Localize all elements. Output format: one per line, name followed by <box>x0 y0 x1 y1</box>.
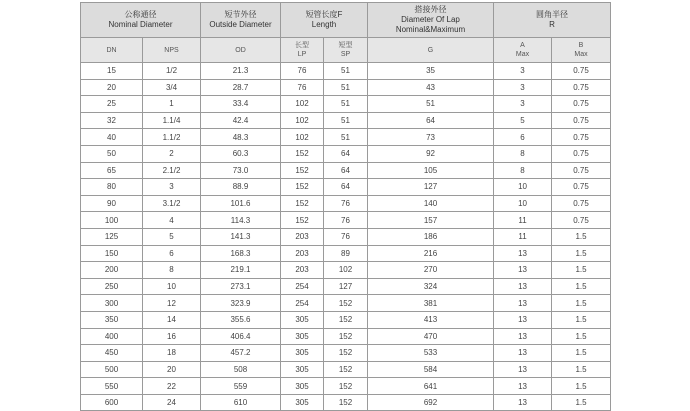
header-outside-diameter <box>201 3 281 38</box>
cell-dn: 300 <box>81 295 143 312</box>
cell-dn: 500 <box>81 361 143 378</box>
cell-dn: 200 <box>81 262 143 279</box>
subheader-a-top: A <box>520 42 525 49</box>
cell-nps: 6 <box>143 245 201 262</box>
cell-nps: 12 <box>143 295 201 312</box>
cell-sp: 51 <box>324 129 368 146</box>
cell-sp: 64 <box>324 179 368 196</box>
cell-sp: 51 <box>324 63 368 80</box>
cell-od: 273.1 <box>201 278 281 295</box>
table-row <box>81 162 611 179</box>
cell-sp: 152 <box>324 378 368 395</box>
cell-a: 13 <box>494 328 552 345</box>
cell-od: 610 <box>201 394 281 411</box>
cell-a: 11 <box>494 228 552 245</box>
cell-od: 21.3 <box>201 63 281 80</box>
cell-od: 141.3 <box>201 228 281 245</box>
subheader-a <box>494 38 552 63</box>
cell-g: 324 <box>368 278 494 295</box>
cell-lp: 305 <box>281 378 324 395</box>
cell-lp: 102 <box>281 96 324 113</box>
cell-nps: 1 <box>143 96 201 113</box>
cell-nps: 3 <box>143 179 201 196</box>
cell-a: 13 <box>494 295 552 312</box>
table-row <box>81 345 611 362</box>
cell-a: 10 <box>494 179 552 196</box>
cell-lp: 152 <box>281 195 324 212</box>
header-length <box>281 3 368 38</box>
cell-g: 470 <box>368 328 494 345</box>
cell-lp: 76 <box>281 63 324 80</box>
cell-od: 42.4 <box>201 112 281 129</box>
cell-lp: 152 <box>281 162 324 179</box>
cell-b: 1.5 <box>552 328 611 345</box>
cell-b: 0.75 <box>552 79 611 96</box>
subheader-lp-en: LP <box>297 51 307 58</box>
cell-sp: 64 <box>324 162 368 179</box>
cell-dn: 150 <box>81 245 143 262</box>
cell-dn: 65 <box>81 162 143 179</box>
cell-dn: 450 <box>81 345 143 362</box>
cell-nps: 2.1/2 <box>143 162 201 179</box>
subheader-g: G <box>368 38 494 63</box>
cell-dn: 50 <box>81 145 143 162</box>
cell-g: 413 <box>368 311 494 328</box>
cell-od: 219.1 <box>201 262 281 279</box>
table-row <box>81 179 611 196</box>
cell-sp: 127 <box>324 278 368 295</box>
cell-sp: 152 <box>324 311 368 328</box>
cell-g: 73 <box>368 129 494 146</box>
cell-nps: 18 <box>143 345 201 362</box>
header-diameter-of-lap-cn: 搭接外径 <box>414 5 447 14</box>
cell-g: 692 <box>368 394 494 411</box>
cell-g: 127 <box>368 179 494 196</box>
table-row <box>81 63 611 80</box>
cell-a: 13 <box>494 278 552 295</box>
cell-lp: 102 <box>281 112 324 129</box>
cell-a: 13 <box>494 262 552 279</box>
cell-sp: 76 <box>324 195 368 212</box>
cell-od: 33.4 <box>201 96 281 113</box>
cell-g: 270 <box>368 262 494 279</box>
cell-g: 92 <box>368 145 494 162</box>
cell-lp: 254 <box>281 295 324 312</box>
cell-sp: 152 <box>324 394 368 411</box>
subheader-sp-cn: 短型 <box>338 42 353 49</box>
cell-od: 114.3 <box>201 212 281 229</box>
cell-b: 0.75 <box>552 145 611 162</box>
cell-od: 73.0 <box>201 162 281 179</box>
cell-nps: 5 <box>143 228 201 245</box>
cell-a: 10 <box>494 195 552 212</box>
cell-dn: 125 <box>81 228 143 245</box>
cell-a: 13 <box>494 394 552 411</box>
cell-a: 13 <box>494 245 552 262</box>
cell-od: 355.6 <box>201 311 281 328</box>
subheader-sp <box>324 38 368 63</box>
cell-nps: 10 <box>143 278 201 295</box>
cell-g: 157 <box>368 212 494 229</box>
cell-lp: 254 <box>281 278 324 295</box>
cell-nps: 3/4 <box>143 79 201 96</box>
header-outside-diameter-en: Outside Diameter <box>209 20 272 29</box>
table-row <box>81 212 611 229</box>
table-row <box>81 129 611 146</box>
cell-nps: 1/2 <box>143 63 201 80</box>
cell-sp: 102 <box>324 262 368 279</box>
cell-a: 13 <box>494 378 552 395</box>
table-row <box>81 228 611 245</box>
cell-lp: 152 <box>281 145 324 162</box>
cell-sp: 152 <box>324 345 368 362</box>
cell-lp: 305 <box>281 394 324 411</box>
cell-g: 105 <box>368 162 494 179</box>
subheader-lp <box>281 38 324 63</box>
spec-table-body <box>81 63 611 411</box>
cell-od: 559 <box>201 378 281 395</box>
cell-nps: 14 <box>143 311 201 328</box>
cell-b: 0.75 <box>552 129 611 146</box>
table-row <box>81 112 611 129</box>
table-row <box>81 311 611 328</box>
cell-dn: 40 <box>81 129 143 146</box>
cell-b: 1.5 <box>552 361 611 378</box>
cell-a: 3 <box>494 96 552 113</box>
cell-a: 13 <box>494 345 552 362</box>
subheader-b-bottom: Max <box>574 51 588 58</box>
cell-lp: 305 <box>281 311 324 328</box>
cell-lp: 305 <box>281 345 324 362</box>
cell-g: 641 <box>368 378 494 395</box>
cell-a: 13 <box>494 361 552 378</box>
subheader-dn: DN <box>81 38 143 63</box>
cell-b: 0.75 <box>552 212 611 229</box>
header-row-groups <box>81 3 611 38</box>
cell-dn: 90 <box>81 195 143 212</box>
cell-g: 533 <box>368 345 494 362</box>
cell-lp: 76 <box>281 79 324 96</box>
cell-nps: 20 <box>143 361 201 378</box>
header-nominal-diameter-en: Nominal Diameter <box>108 20 173 29</box>
cell-od: 508 <box>201 361 281 378</box>
cell-lp: 203 <box>281 262 324 279</box>
cell-b: 1.5 <box>552 228 611 245</box>
cell-b: 1.5 <box>552 295 611 312</box>
subheader-od: OD <box>201 38 281 63</box>
cell-sp: 152 <box>324 361 368 378</box>
header-corner-radius-cn: 圆角半径 <box>536 10 569 19</box>
cell-od: 48.3 <box>201 129 281 146</box>
cell-nps: 16 <box>143 328 201 345</box>
cell-dn: 80 <box>81 179 143 196</box>
cell-od: 323.9 <box>201 295 281 312</box>
header-diameter-of-lap-en2: Nominal&Maximum <box>395 25 466 34</box>
cell-od: 457.2 <box>201 345 281 362</box>
cell-sp: 152 <box>324 328 368 345</box>
subheader-a-bottom: Max <box>515 51 530 58</box>
cell-b: 1.5 <box>552 262 611 279</box>
header-corner-radius-en: R <box>549 20 555 29</box>
cell-sp: 51 <box>324 96 368 113</box>
cell-dn: 600 <box>81 394 143 411</box>
cell-nps: 4 <box>143 212 201 229</box>
cell-a: 3 <box>494 63 552 80</box>
cell-g: 216 <box>368 245 494 262</box>
cell-dn: 250 <box>81 278 143 295</box>
header-row-columns <box>81 38 611 63</box>
cell-b: 1.5 <box>552 278 611 295</box>
cell-g: 43 <box>368 79 494 96</box>
table-row <box>81 245 611 262</box>
cell-dn: 25 <box>81 96 143 113</box>
cell-od: 406.4 <box>201 328 281 345</box>
cell-dn: 20 <box>81 79 143 96</box>
cell-a: 5 <box>494 112 552 129</box>
cell-g: 584 <box>368 361 494 378</box>
header-length-cn: 短管长度F <box>305 10 343 19</box>
cell-nps: 2 <box>143 145 201 162</box>
cell-g: 140 <box>368 195 494 212</box>
table-row <box>81 145 611 162</box>
cell-dn: 550 <box>81 378 143 395</box>
cell-lp: 305 <box>281 328 324 345</box>
cell-dn: 350 <box>81 311 143 328</box>
cell-a: 13 <box>494 311 552 328</box>
pipe-spec-table <box>80 2 611 411</box>
cell-dn: 15 <box>81 63 143 80</box>
header-length-en: Length <box>311 20 337 29</box>
cell-sp: 89 <box>324 245 368 262</box>
header-nominal-diameter-cn: 公称通径 <box>124 10 157 19</box>
cell-b: 1.5 <box>552 311 611 328</box>
cell-od: 28.7 <box>201 79 281 96</box>
cell-sp: 51 <box>324 79 368 96</box>
cell-a: 8 <box>494 145 552 162</box>
cell-od: 88.9 <box>201 179 281 196</box>
cell-sp: 76 <box>324 228 368 245</box>
table-row <box>81 262 611 279</box>
cell-od: 60.3 <box>201 145 281 162</box>
cell-b: 0.75 <box>552 63 611 80</box>
cell-b: 0.75 <box>552 112 611 129</box>
cell-a: 3 <box>494 79 552 96</box>
cell-nps: 24 <box>143 394 201 411</box>
cell-dn: 100 <box>81 212 143 229</box>
cell-od: 101.6 <box>201 195 281 212</box>
cell-dn: 32 <box>81 112 143 129</box>
table-row <box>81 394 611 411</box>
cell-lp: 152 <box>281 212 324 229</box>
cell-a: 11 <box>494 212 552 229</box>
header-outside-diameter-cn: 短节外径 <box>224 10 257 19</box>
cell-dn: 400 <box>81 328 143 345</box>
cell-lp: 102 <box>281 129 324 146</box>
subheader-b-top: B <box>578 42 584 49</box>
cell-g: 64 <box>368 112 494 129</box>
cell-g: 186 <box>368 228 494 245</box>
cell-lp: 203 <box>281 228 324 245</box>
cell-a: 8 <box>494 162 552 179</box>
cell-lp: 203 <box>281 245 324 262</box>
cell-nps: 1.1/4 <box>143 112 201 129</box>
cell-nps: 22 <box>143 378 201 395</box>
header-diameter-of-lap <box>368 3 494 38</box>
cell-sp: 152 <box>324 295 368 312</box>
cell-b: 1.5 <box>552 345 611 362</box>
table-row <box>81 96 611 113</box>
cell-g: 381 <box>368 295 494 312</box>
cell-nps: 8 <box>143 262 201 279</box>
cell-b: 0.75 <box>552 195 611 212</box>
table-row <box>81 295 611 312</box>
header-diameter-of-lap-en: Diameter Of Lap <box>401 15 460 24</box>
cell-b: 0.75 <box>552 162 611 179</box>
table-row <box>81 378 611 395</box>
cell-sp: 76 <box>324 212 368 229</box>
cell-sp: 64 <box>324 145 368 162</box>
cell-nps: 1.1/2 <box>143 129 201 146</box>
cell-g: 35 <box>368 63 494 80</box>
header-corner-radius <box>494 3 611 38</box>
table-row <box>81 79 611 96</box>
table-row <box>81 361 611 378</box>
table-row <box>81 328 611 345</box>
cell-lp: 305 <box>281 361 324 378</box>
cell-b: 1.5 <box>552 245 611 262</box>
subheader-b <box>552 38 611 63</box>
cell-b: 0.75 <box>552 96 611 113</box>
cell-b: 1.5 <box>552 378 611 395</box>
subheader-sp-en: SP <box>340 51 351 58</box>
cell-od: 168.3 <box>201 245 281 262</box>
table-row <box>81 195 611 212</box>
cell-b: 0.75 <box>552 179 611 196</box>
subheader-nps: NPS <box>143 38 201 63</box>
cell-a: 6 <box>494 129 552 146</box>
cell-sp: 51 <box>324 112 368 129</box>
header-nominal-diameter <box>81 3 201 38</box>
cell-g: 51 <box>368 96 494 113</box>
cell-nps: 3.1/2 <box>143 195 201 212</box>
cell-lp: 152 <box>281 179 324 196</box>
table-row <box>81 278 611 295</box>
subheader-lp-cn: 长型 <box>295 42 309 49</box>
cell-b: 1.5 <box>552 394 611 411</box>
